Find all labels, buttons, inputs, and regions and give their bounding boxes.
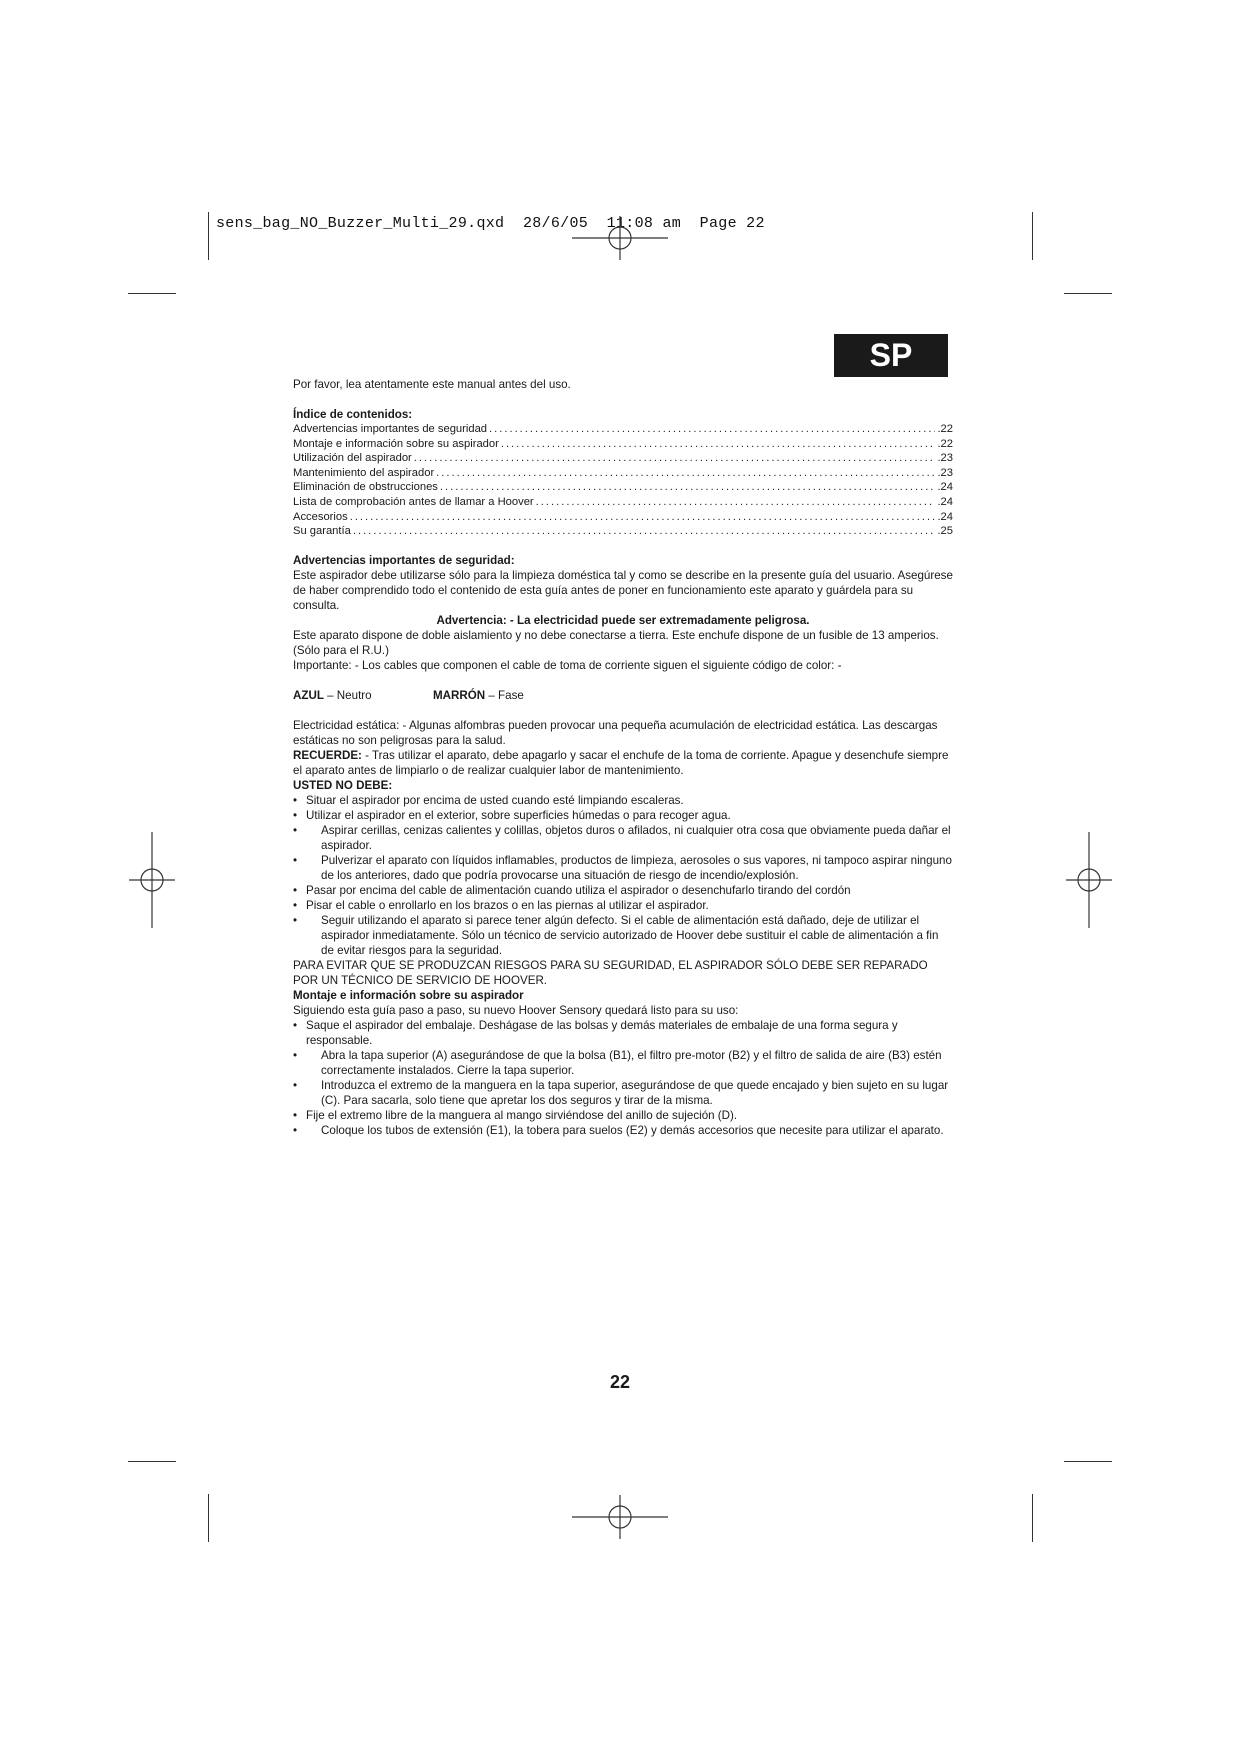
- crop-mark-bottom-left: [208, 1494, 209, 1542]
- list-item: • Abra la tapa superior (A) asegurándose de que la bolsa (B1), el filtro pre-motor (B2) y el filtro de salida de aire (B3) estén correctamente instalados. Cierre la tapa superior.: [293, 1048, 953, 1078]
- toc-title: Índice de contenidos:: [293, 408, 413, 421]
- list-item: • Seguir utilizando el aparato si parece tener algún defecto. Si el cable de alimentación está dañado, deje de utilizar el aspirador inmediatamente. Sólo un técnico de servicio autorizado de Hoover debe sustituir el cable de alimentación a fin de evitar riesgos para la seguridad.: [293, 913, 953, 958]
- list-item: • Utilizar el aspirador en el exterior, sobre superficies húmedas o para recoger agua.: [293, 808, 953, 823]
- page-number: 22: [609, 1372, 631, 1392]
- toc-item: Utilización del aspirador ..... .23: [293, 451, 953, 466]
- safety-body: Este aspirador debe utilizarse sólo para la limpieza doméstica tal y como se describe en la presente guía del usuario. Asegúrese de haber comprendido todo el contenido de esta guía antes de poner en funcionamiento este aparato y guárdela para su consulta.: [293, 568, 953, 612]
- must-not-heading: USTED NO DEBE:: [293, 778, 393, 792]
- list-item: • Pasar por encima del cable de alimentación cuando utiliza el aspirador o desenchufarlo tirando del cordón: [293, 883, 953, 898]
- language-badge: SP: [834, 334, 948, 377]
- crop-mark-right-lower: [1064, 1461, 1112, 1462]
- assembly-intro: Siguiendo esta guía paso a paso, su nuevo Hoover Sensory quedará listo para su uso:: [293, 1003, 739, 1017]
- crop-mark-right-upper: [1064, 293, 1112, 294]
- list-item: • Pisar el cable o enrollarlo en los brazos o en las piernas al utilizar el aspirador.: [293, 898, 953, 913]
- toc-item: Mantenimiento del aspirador ..... .23: [293, 466, 953, 481]
- remember-text: RECUERDE: - Tras utilizar el aparato, debe apagarlo y sacar el enchufe de la toma de corriente. Apague y desenchufe siempre el aparato antes de limpiarlo o de realizar cualquier labor de mantenimiento.: [293, 748, 949, 777]
- service-notice: PARA EVITAR QUE SE PRODUZCAN RIESGOS PARA SU SEGURIDAD, EL ASPIRADOR SÓLO DEBE SER REPARADO POR UN TÉCNICO DE SERVICIO DE HOOVER.: [293, 958, 928, 987]
- registration-mark-bottom-icon: [572, 1495, 668, 1539]
- list-item: • Saque el aspirador del embalaje. Deshágase de las bolsas y demás materiales de embalaje de una forma segura y responsable.: [293, 1018, 953, 1048]
- registration-mark-top-icon: [572, 216, 668, 260]
- toc-item: Montaje e información sobre su aspirador ..... .22: [293, 437, 953, 452]
- list-item: • Situar el aspirador por encima de usted cuando esté limpiando escaleras.: [293, 793, 953, 808]
- safety-heading: Advertencias importantes de seguridad:: [293, 553, 515, 567]
- assembly-heading: Montaje e información sobre su aspirador: [293, 988, 524, 1002]
- toc-item: Accesorios ..... .24: [293, 510, 953, 525]
- crop-mark-left-upper: [128, 293, 176, 294]
- printer-slug-line: sens_bag_NO_Buzzer_Multi_29.qxd 28/6/05 11:08 am Page 22: [216, 215, 765, 232]
- toc-item: Su garantía ..... .25: [293, 524, 953, 539]
- intro-text: Por favor, lea atentamente este manual antes del uso.: [293, 378, 571, 391]
- registration-mark-right-icon: [1066, 832, 1112, 928]
- electricity-warning: Advertencia: - La electricidad puede ser extremadamente peligrosa.: [436, 613, 810, 627]
- crop-mark-left-lower: [128, 1461, 176, 1462]
- assembly-steps-list: [293, 1018, 953, 1138]
- manual-page-content: [293, 377, 953, 1138]
- blue-value: – Neutro: [323, 688, 372, 702]
- wire-color-code: [293, 688, 953, 703]
- brown-label: MARRÓN: [433, 688, 486, 702]
- toc-item: Lista de comprobación antes de llamar a Hoover ..... .24: [293, 495, 953, 510]
- static-electricity-text: Electricidad estática: - Algunas alfombras pueden provocar una pequeña acumulación de electricidad estática. Las descargas estáticas no son peligrosas para la salud.: [293, 718, 938, 747]
- must-not-list: [293, 793, 953, 958]
- table-of-contents: [293, 422, 953, 539]
- toc-item: Advertencias importantes de seguridad ..... .22: [293, 422, 953, 437]
- list-item: • Introduzca el extremo de la manguera en la tapa superior, asegurándose de que quede encajado y bien sujeto en su lugar (C). Para sacarla, solo tiene que apretar los dos seguros y tirar de la misma.: [293, 1078, 953, 1108]
- cable-code-text: Importante: - Los cables que componen el cable de toma de corriente siguen el siguiente código de color: -: [293, 658, 842, 672]
- insulation-text: Este aparato dispone de doble aislamiento y no debe conectarse a tierra. Este enchufe dispone de un fusible de 13 amperios. (Sólo para el R.U.): [293, 628, 939, 657]
- crop-mark-bottom-right: [1032, 1494, 1033, 1542]
- crop-mark-top-right: [1032, 212, 1033, 260]
- crop-mark-top-left: [208, 212, 209, 260]
- list-item: • Coloque los tubos de extensión (E1), la tobera para suelos (E2) y demás accesorios que necesite para utilizar el aparato.: [293, 1123, 953, 1138]
- toc-item: Eliminación de obstrucciones ..... .24: [293, 480, 953, 495]
- blue-label: AZUL: [293, 688, 324, 702]
- list-item: • Aspirar cerillas, cenizas calientes y colillas, objetos duros o afilados, ni cualquier otra cosa que obviamente pueda dañar el aspirador.: [293, 823, 953, 853]
- brown-value: – Fase: [485, 688, 524, 702]
- list-item: • Pulverizar el aparato con líquidos inflamables, productos de limpieza, aerosoles o sus vapores, ni tampoco aspirar ninguno de los anteriores, dado que podría provocarse una situación de riesgo de incendio/explosión.: [293, 853, 953, 883]
- remember-label: RECUERDE:: [293, 748, 362, 762]
- registration-mark-left-icon: [129, 832, 175, 928]
- list-item: • Fije el extremo libre de la manguera al mango sirviéndose del anillo de sujeción (D).: [293, 1108, 953, 1123]
